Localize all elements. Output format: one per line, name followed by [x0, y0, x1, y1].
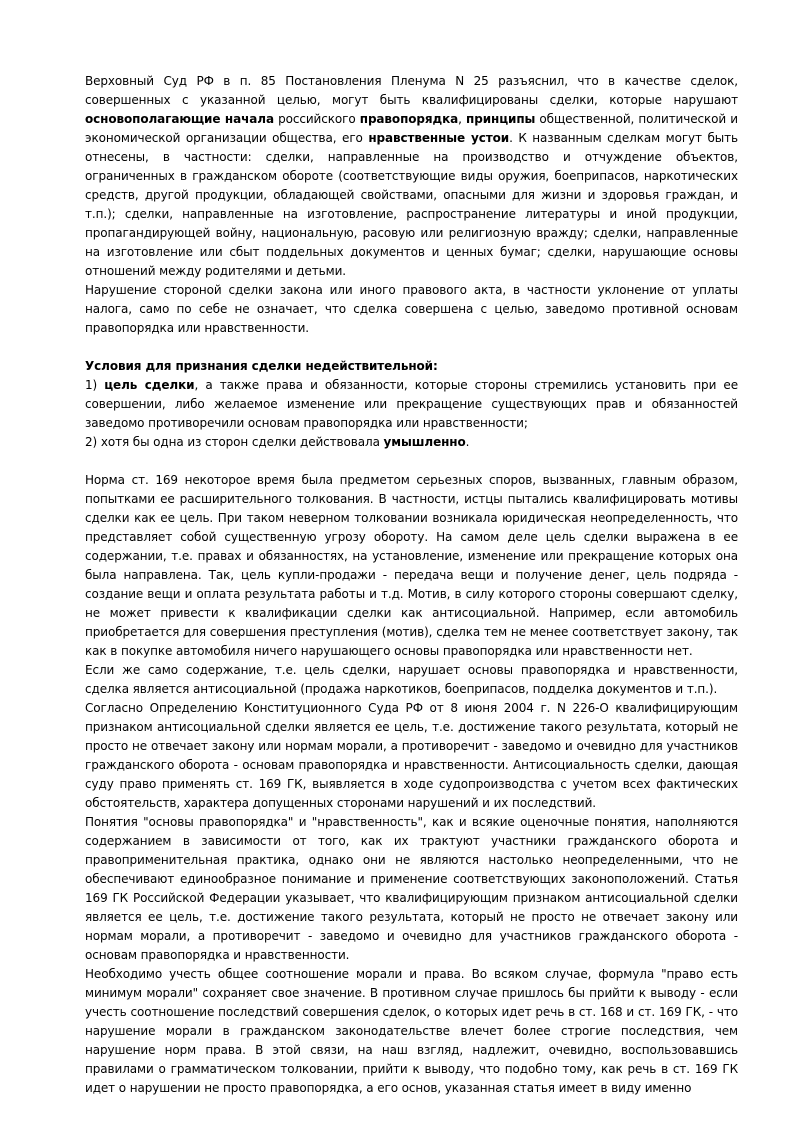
paragraph-evaluative-concepts: Понятия "основы правопорядка" и "нравственность", как и всякие оценочные понятия, наполняются содержанием в зависимости от того, как их трактуют участники гражданского оборота и правоприменительная практика, однако они не являются настолько неопределенными, что не обеспечивают единообразное понимание и применение соответствующих законоположений. Статья 169 ГК Российской Федерации указывает, что квалифицирующим признаком антисоциальной сделки является ее цель, т.е. достижение такого результата, который не просто не отвечает закону или нормам морали, а противоречит - заведомо и очевидно для участников гражданского оборота - основам правопорядка и нравственности. — [85, 815, 738, 962]
bold-term: основополагающие начала — [85, 112, 274, 126]
text-run: . — [465, 435, 470, 449]
bold-term: правопорядка — [359, 112, 459, 126]
heading-text: Условия для признания сделки недействительной: — [85, 359, 438, 373]
spacer — [85, 338, 738, 357]
paragraph-supreme-court-explanation — [85, 72, 738, 281]
paragraph-antisocial-content: Если же само содержание, т.е. цель сделки, нарушает основы правопорядка и нравственности, сделка является антисоциальной (продажа наркотиков, боеприпасов, подделка документов и т.п.). — [85, 663, 738, 696]
bold-term: цель сделки — [104, 378, 195, 392]
text-run: , — [458, 112, 467, 126]
text-run: российского — [273, 112, 360, 126]
bold-term: умышленно — [383, 435, 466, 449]
text-run: , а также права и обязанности, которые стороны стремились установить при ее совершении, либо желаемое изменение или прекращение существующих прав и обязанностей заведомо противоречили основам правопорядка или нравственности; — [85, 378, 738, 430]
text-run: Верховный Суд РФ в п. 85 Постановления Пленума N 25 разъяснил, что в качестве сделок, совершенных с указанной целью, могут быть квалифицированы сделки, которые нарушают — [85, 74, 738, 107]
text-run: . К названным сделкам могут быть отнесены, в частности: сделки, направленные на производство и отчуждение объектов, ограниченных в гражданском обороте (соответствующие виды оружия, боеприпасов, наркотических средств, другой продукции, обладающей свойствами, опасными для жизни и здоровья граждан, и т.п.); сделки, направленные на изготовление, распространение литературы и иной продукции, пропагандирующей войну, национальную, расовую или религиозную вражду; сделки, направленные на изготовление или сбыт поддельных документов и ценных бумаг; сделки, нарушающие основы отношений между родителями и детьми. — [85, 131, 739, 278]
text-run: общественной, политической и экономической организации общества, его — [85, 112, 738, 145]
condition-2 — [85, 433, 738, 452]
bold-term: нравственные устои — [368, 131, 510, 145]
section-heading — [85, 357, 738, 376]
paragraph-constitutional-court: Согласно Определению Конституционного Суда РФ от 8 июня 2004 г. N 226-О квалифицирующим признаком антисоциальной сделки является ее цель, т.е. достижение такого результата, который не просто не отвечает закону или нормам морали, а противоречит - заведомо и очевидно для участников гражданского оборота - основам правопорядка и нравственности. Антисоциальность сделки, дающая суду право применять ст. 169 ГК, выявляется в ходе судопроизводства с учетом всех фактических обстоятельств, характера допущенных сторонами нарушений и их последствий. — [85, 701, 738, 810]
bold-term: принципы — [466, 112, 536, 126]
text-run: 1) — [85, 378, 105, 392]
document-body — [85, 72, 738, 1098]
condition-1 — [85, 376, 738, 433]
paragraph-tax-evasion: Нарушение стороной сделки закона или иного правового акта, в частности уклонение от уплаты налога, само по себе не означает, что сделка совершена с целью, заведомо противной основам правопорядка или нравственности. — [85, 283, 738, 335]
paragraph-morality-and-law: Необходимо учесть общее соотношение морали и права. Во всяком случае, формула "право есть минимум морали" сохраняет свое значение. В противном случае пришлось бы прийти к выводу - если учесть соотношение последствий совершения сделок, о которых идет речь в ст. 168 и ст. 169 ГК, - что нарушение морали в гражданском законодательстве влечет более строгие последствия, чем нарушение норм права. В этой связи, на наш взгляд, надлежит, очевидно, воспользовавшись правилами о грамматическом толковании, прийти к выводу, что подобно тому, как речь в ст. 169 ГК идет о нарушении не просто правопорядка, а его основ, указанная статья имеет в виду именно — [85, 967, 738, 1095]
spacer — [85, 452, 738, 471]
paragraph-article-169: Норма ст. 169 некоторое время была предметом серьезных споров, вызванных, главным образом, попытками ее расширительного толкования. В частности, истцы пытались квалифицировать мотивы сделки как ее цель. При таком неверном толковании возникала юридическая неопределенность, что представляет собой существенную угрозу обороту. На самом деле цель сделки выражена в ее содержании, т.е. правах и обязанностях, на установление, изменение или прекращение которых она была направлена. Так, цель купли-продажи - передача вещи и получение денег, цель подряда - создание вещи и оплата результата работы и т.д. Мотив, в силу которого стороны совершают сделку, не может привести к квалификации сделки как антисоциальной. Например, если автомобиль приобретается для совершения преступления (мотив), сделка тем не менее соответствует закону, так как в покупке автомобиля ничего нарушающего основы правопорядка или нравственности нет. — [85, 473, 738, 658]
text-run: 2) хотя бы одна из сторон сделки действовала — [85, 435, 384, 449]
